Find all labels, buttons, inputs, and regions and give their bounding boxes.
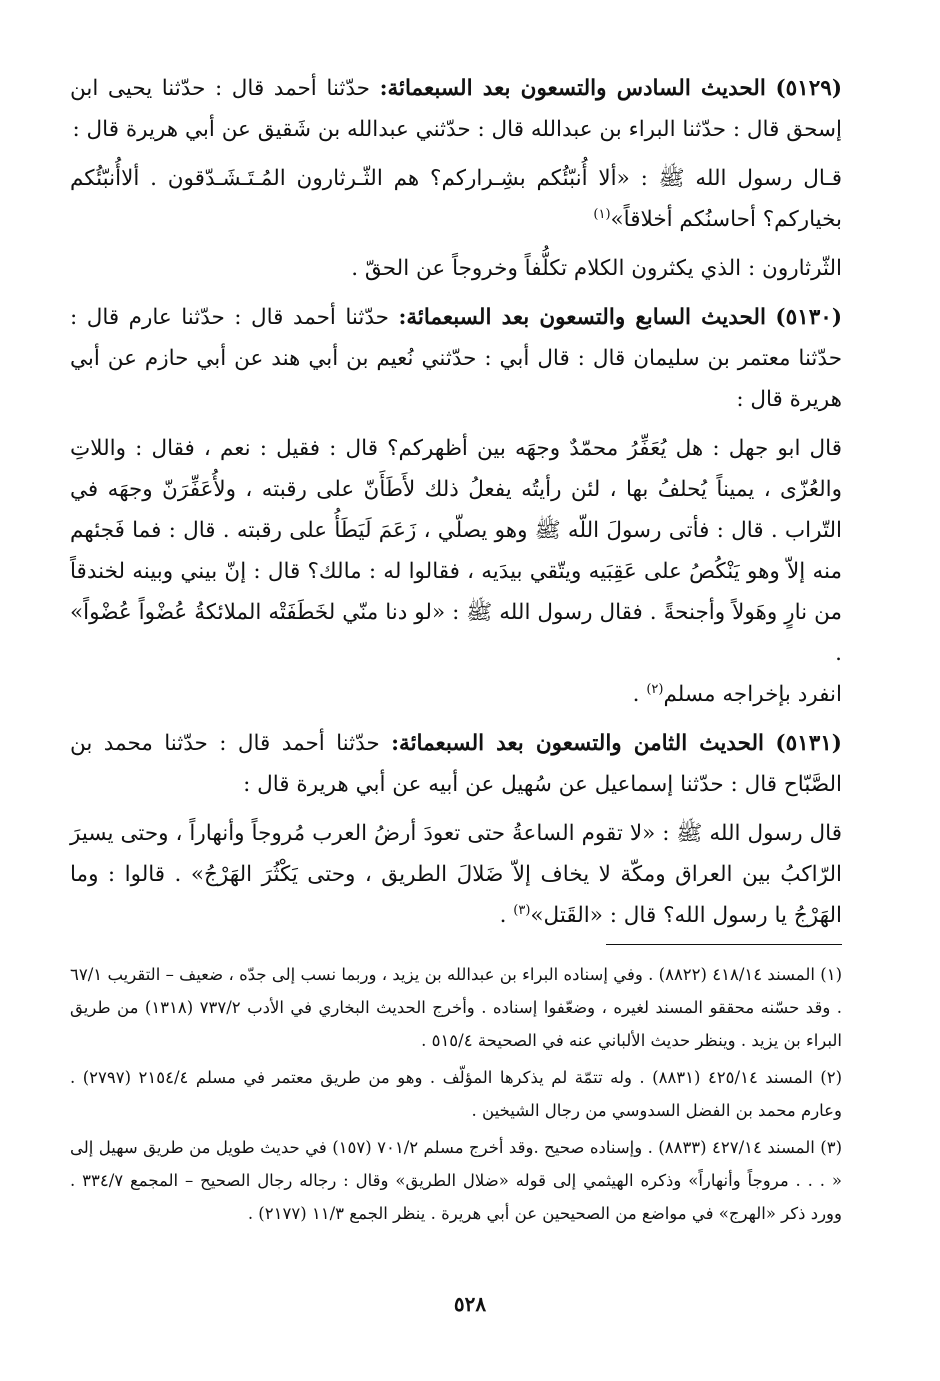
- footnote-2: (٢) المسند ٤٢٥/١٤ (٨٨٣١) . وله تتمّة لم يذكرها المؤلّف . وهو من طريق معتمر في مسلم ٢١٥٤/٤ (٢٧٩٧) . وعارم محمد بن الفضل السدوسي من رجال الشيخين .: [70, 1068, 842, 1120]
- page-number: ٥٢٨: [453, 1292, 487, 1316]
- hadith-matn: قال رسول الله ﷺ : «لا تقوم الساعةُ حتى تعودَ أرضُ العرب مُروجاً وأنهاراً ، وحتى يسيرَ الرّاكبُ بين العراق ومكّة لا يخاف إلاّ ضَلالَ الطريق ، وحتى يَكْثُرَ الهَرْجُ» . قالوا : وما الهَرْجُ يا رسول الله؟ قال : «القَتل»: [70, 821, 842, 928]
- hadith-intro: [70, 68, 842, 150]
- footnote-ref: (٣): [513, 902, 531, 918]
- hadith-takhrij: [70, 674, 842, 715]
- takhrij-text: انفرد بإخراجه مسلم: [663, 682, 842, 707]
- hadith-number: (٥١٢٩): [775, 76, 843, 101]
- hadith-intro: [70, 297, 842, 420]
- hadith-text: [70, 158, 842, 240]
- hadith-5131: [70, 723, 842, 936]
- hadith-tail: .: [499, 903, 514, 928]
- hadith-5130: [70, 297, 842, 715]
- hadith-intro: [70, 723, 842, 805]
- hadith-text: [70, 813, 842, 936]
- hadith-heading: الحديث السادس والتسعون بعد السبعمائة:: [379, 76, 766, 101]
- footnote-separator-area: [70, 940, 842, 950]
- hadith-number: (٥١٣١): [775, 731, 842, 756]
- hadith-5129: [70, 68, 842, 289]
- footnote-separator: [606, 944, 842, 945]
- hadith-matn: قـال رسول الله ﷺ : «ألا أُنبّئُكم بشِـراركم؟ هم الثّـرثارون المُـتَـشَـدّقون . ألاأُنبّئُكم بخياركم؟ أحاسنُكم أخلاقاً»: [70, 166, 842, 232]
- footnote-3: (٣) المسند ٤٢٧/١٤ (٨٨٣٣) . وإسناده صحيح .وقد أخرج مسلم ٧٠١/٢ (١٥٧) في حديث طويل من طريق سهيل إلى « . . . مروجاً وأنهاراً» وذكره الهيثمي إلى قوله «ضلال الطريق» وقال : رجاله رجال الصحيح – المجمع ٣٣٤/٧ . وورد ذكر «الهرج» في مواضع من الصحيحين عن أبي هريرة . ينظر الجمع ١١/٣ (٢١٧٧) .: [70, 1138, 843, 1223]
- explanation-text: الثّرثارون : الذي يكثرون الكلام تكلُّفاً وخروجاً عن الحقّ .: [351, 256, 842, 281]
- footnote-1: (١) المسند ٤١٨/١٤ (٨٨٢٢) . وفي إسناده البراء بن عبدالله بن يزيد ، وربما نسب إلى جدّه ، ضعيف – التقريب ٦٧/١ . وقد حسّنه محققو المسند لغيره ، وضعّفوا إسناده . وأخرج الحديث البخاري في الأدب ٧٣٧/٢ (١٣١٨) من طريق البراء بن يزيد . وينظر حديث الألباني عنه في الصحيحة ٥١٥/٤ .: [70, 965, 843, 1050]
- hadith-heading: الحديث السابع والتسعون بعد السبعمائة:: [398, 305, 766, 330]
- takhrij-tail: .: [632, 682, 647, 707]
- hadith-explanation: [70, 248, 842, 289]
- hadith-number: (٥١٣٠): [775, 305, 842, 330]
- footnote-ref: (٢): [646, 681, 664, 697]
- hadith-matn: قال ابو جهل : هل يُعَفِّرُ محمّدٌ وجهَه بين أظهركم؟ قال : فقيل : نعم ، فقال : واللاتِ والعُزّى ، يميناً يُحلفُ بها ، لئن رأيتُه يفعلُ ذلك لأَطَأَنّ على رقبته ، ولأُعَفِّرَنّ وجهَه في التّراب . قال : فأتى رسولَ اللّه ﷺ وهو يصلّي ، زَعَمَ لَيَطَأُ على رقبته . قال : فما فَجئهم منه إلاّ وهو يَنْكُصُ على عَقِبَيه ويتّقي بيدَيه ، فقالوا له : مالك؟ قال : إنّ بيني وبينه لخندقاً من نارٍ وهَولاً وأجنحةً . فقال رسول الله ﷺ : «لو دنا منّي لخَطَفَتْه الملائكةُ عُضْواً عُضْواً» .: [70, 436, 843, 666]
- hadith-isnad: حدّثنا أحمد قال : حدّثنا يحيى ابن إسحق قال : حدّثنا البراء بن عبدالله قال : حدّثني عبدالله بن شَقيق عن أبي هريرة قال :: [70, 76, 842, 142]
- hadith-isnad: حدّثنا أحمد قال : حدّثنا محمد بن الصَّبّاح قال : حدّثنا إسماعيل عن سُهيل عن أبيه عن أبي هريرة قال :: [70, 731, 842, 797]
- hadith-heading: الحديث الثامن والتسعون بعد السبعمائة:: [391, 731, 764, 756]
- hadith-isnad: حدّثنا أحمد قال : حدّثنا عارم قال : حدّثنا معتمر بن سليمان قال : قال أبي : حدّثني نُعيم بن أبي هند عن أبي حازم عن أبي هريرة قال :: [70, 305, 842, 412]
- hadith-text: [70, 428, 842, 674]
- footnotes: [70, 958, 842, 1234]
- page-body: [70, 68, 842, 936]
- footnote-ref: (١): [593, 206, 611, 222]
